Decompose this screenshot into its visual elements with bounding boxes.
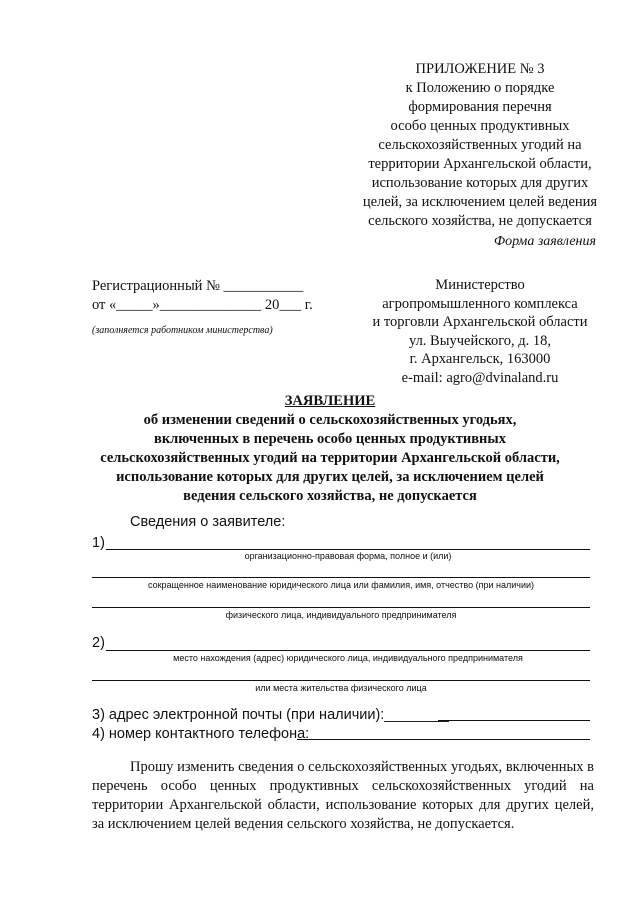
address-caption: место нахождения (адрес) юридического лица, индивидуального предпринимателя: [173, 653, 523, 663]
applicant-heading: Сведения о заявителе:: [130, 514, 286, 530]
title-main: ЗАЯВЛЕНИЕ: [284, 393, 376, 409]
request-text: Прошу изменить сведения о сельскохозяйственных угодьях, включенных в перечень особо ценных продуктивных сельскохозяйственных угодий на территории Архангельской области, использование которых для других целей, за исключением целей ведения сельского хозяйства, не допускается.: [92, 759, 594, 832]
ministry-line: агропромышленного комплекса: [382, 295, 578, 312]
title-line: использование которых для других целей, за исключением целей: [116, 469, 544, 485]
appendix-line: к Положению о порядке: [405, 80, 555, 96]
name-line[interactable]: [92, 577, 590, 578]
field-number-2: 2): [92, 635, 105, 651]
residence-caption: или места жительства физического лица: [255, 683, 427, 693]
appendix-line: сельского хозяйства, не допускается: [368, 213, 592, 229]
appendix-line: особо ценных продуктивных: [390, 118, 570, 134]
ministry-email: e-mail: agro@dvinaland.ru: [401, 369, 559, 386]
appendix-line: ПРИЛОЖЕНИЕ № 3: [415, 61, 545, 77]
appendix-header: [330, 60, 630, 231]
ministry-line: г. Архангельск, 163000: [409, 351, 551, 367]
appendix-line: формирования перечня: [408, 99, 552, 115]
individual-line[interactable]: [92, 607, 590, 608]
appendix-line: целей, за исключением целей ведения: [362, 194, 598, 210]
org-name-caption: организационно-правовая форма, полное и (или): [244, 551, 452, 561]
email-field[interactable]: [438, 720, 590, 721]
ministry-line: и торговли Архангельской области: [372, 314, 588, 330]
title-line: включенных в перечень особо ценных продуктивных: [153, 431, 506, 447]
ministry-line: ул. Выучейского, д. 18,: [408, 332, 552, 349]
org-name-line[interactable]: [106, 549, 590, 550]
document-title: [70, 392, 590, 506]
residence-line[interactable]: [92, 680, 590, 681]
field-number-1: 1): [92, 535, 105, 551]
email-label: 3) адрес электронной почты (при наличии):________: [92, 707, 449, 723]
registration-date: от «_____»______________ 20___ г.: [92, 297, 313, 313]
title-line: сельскохозяйственных угодий на территории Архангельской области,: [100, 450, 560, 466]
registration-note: (заполняется работником министерства): [92, 325, 273, 336]
phone-field[interactable]: [297, 739, 590, 740]
ministry-address: [350, 276, 610, 387]
title-line: ведения сельского хозяйства, не допускается: [183, 488, 477, 504]
title-line: об изменении сведений о сельскохозяйственных угодьях,: [143, 412, 517, 428]
appendix-line: сельскохозяйственных угодий на: [378, 137, 582, 153]
form-label: Форма заявления: [493, 234, 596, 249]
name-caption: сокращенное наименование юридического лица или фамилия, имя, отчество (при наличии): [147, 580, 534, 590]
request-paragraph: [92, 758, 594, 834]
phone-label: 4) номер контактного телефона:: [92, 726, 310, 742]
appendix-line: использование которых для других: [371, 175, 589, 191]
appendix-line: территории Архангельской области,: [368, 156, 592, 172]
individual-caption: физического лица, индивидуального предпринимателя: [225, 610, 457, 620]
ministry-line: Министерство: [435, 277, 525, 293]
registration-number: Регистрационный № ___________: [92, 278, 304, 294]
registration-block: [92, 277, 313, 315]
address-line[interactable]: [106, 650, 590, 651]
